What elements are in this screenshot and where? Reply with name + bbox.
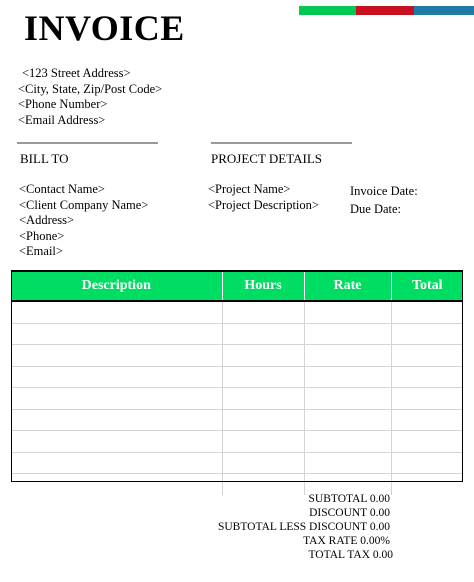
table-cell[interactable]: [11, 452, 222, 474]
totals-block: [217, 492, 393, 562]
bill-to-block: [19, 182, 148, 260]
project-details-heading: PROJECT DETAILS: [211, 151, 323, 166]
table-cell[interactable]: [222, 366, 304, 388]
bill-to-heading: BILL TO: [20, 151, 69, 166]
table-cell[interactable]: [222, 452, 304, 474]
project-divider: [211, 142, 352, 144]
table-cell[interactable]: [304, 452, 391, 474]
column-header-total: Total: [391, 271, 463, 301]
sender-street: <123 Street Address>: [22, 66, 131, 80]
table-cell[interactable]: [11, 388, 222, 410]
table-row: [11, 301, 463, 323]
line-items-table: [11, 270, 463, 495]
table-row: [11, 366, 463, 388]
project-block: [208, 182, 319, 213]
dates-block: [350, 182, 418, 218]
accent-bar-red: [356, 6, 414, 15]
sender-email: <Email Address>: [18, 112, 106, 127]
table-cell[interactable]: [304, 431, 391, 453]
bill-to-contact: <Contact Name>: [19, 182, 105, 196]
table-cell[interactable]: [222, 345, 304, 367]
subtotal-less-discount: SUBTOTAL LESS DISCOUNT 0.00: [217, 521, 390, 533]
table-cell[interactable]: [391, 323, 463, 345]
table-cell[interactable]: [304, 409, 391, 431]
table-cell[interactable]: [11, 301, 222, 323]
table-cell[interactable]: [304, 366, 391, 388]
table-row: [11, 452, 463, 474]
table-cell[interactable]: [222, 301, 304, 323]
invoice-title: INVOICE: [24, 8, 185, 48]
table-row: [11, 431, 463, 453]
tax-rate: TAX RATE 0.00%: [303, 535, 390, 547]
bill-to-address: <Address>: [19, 213, 75, 227]
subtotal: SUBTOTAL 0.00: [308, 493, 390, 505]
table-cell[interactable]: [11, 409, 222, 431]
color-accent-bars: [299, 6, 474, 15]
accent-bar-blue: [414, 6, 474, 15]
table-cell[interactable]: [304, 345, 391, 367]
table-cell[interactable]: [391, 409, 463, 431]
table-cell[interactable]: [304, 301, 391, 323]
table-cell[interactable]: [11, 345, 222, 367]
table-cell[interactable]: [391, 388, 463, 410]
total-tax: TOTAL TAX 0.00: [308, 549, 393, 561]
table-cell[interactable]: [391, 474, 463, 495]
sender-city: <City, State, Zip/Post Code>: [18, 81, 163, 96]
table-header-row: [11, 271, 463, 301]
table-cell[interactable]: [222, 431, 304, 453]
invoice-date-label: Invoice Date:: [350, 184, 418, 198]
sender-address-block: [18, 66, 162, 128]
table-cell[interactable]: [391, 345, 463, 367]
table-cell[interactable]: [11, 431, 222, 453]
due-date-label: Due Date:: [350, 202, 402, 216]
table-cell[interactable]: [11, 323, 222, 345]
project-name: <Project Name>: [208, 182, 291, 196]
table-cell[interactable]: [222, 323, 304, 345]
table-cell[interactable]: [391, 301, 463, 323]
table-cell[interactable]: [391, 452, 463, 474]
column-header-hours: Hours: [222, 271, 304, 301]
discount: DISCOUNT 0.00: [309, 507, 390, 519]
table-row: [11, 323, 463, 345]
project-description: <Project Description>: [208, 197, 319, 212]
bill-to-company: <Client Company Name>: [19, 197, 149, 212]
table-cell[interactable]: [304, 323, 391, 345]
table-cell[interactable]: [391, 431, 463, 453]
table-cell[interactable]: [11, 366, 222, 388]
table-cell[interactable]: [11, 474, 222, 495]
table-cell[interactable]: [222, 388, 304, 410]
bill-to-email: <Email>: [19, 244, 63, 258]
sender-phone: <Phone Number>: [18, 97, 108, 111]
table-cell[interactable]: [304, 388, 391, 410]
column-header-rate: Rate: [304, 271, 391, 301]
table-row: [11, 345, 463, 367]
table-cell[interactable]: [391, 366, 463, 388]
column-header-description: Description: [11, 271, 222, 301]
table-row: [11, 388, 463, 410]
table-row: [11, 409, 463, 431]
accent-bar-green: [299, 6, 356, 15]
bill-to-divider: [17, 142, 158, 144]
table-cell[interactable]: [222, 409, 304, 431]
bill-to-phone: <Phone>: [19, 228, 65, 243]
